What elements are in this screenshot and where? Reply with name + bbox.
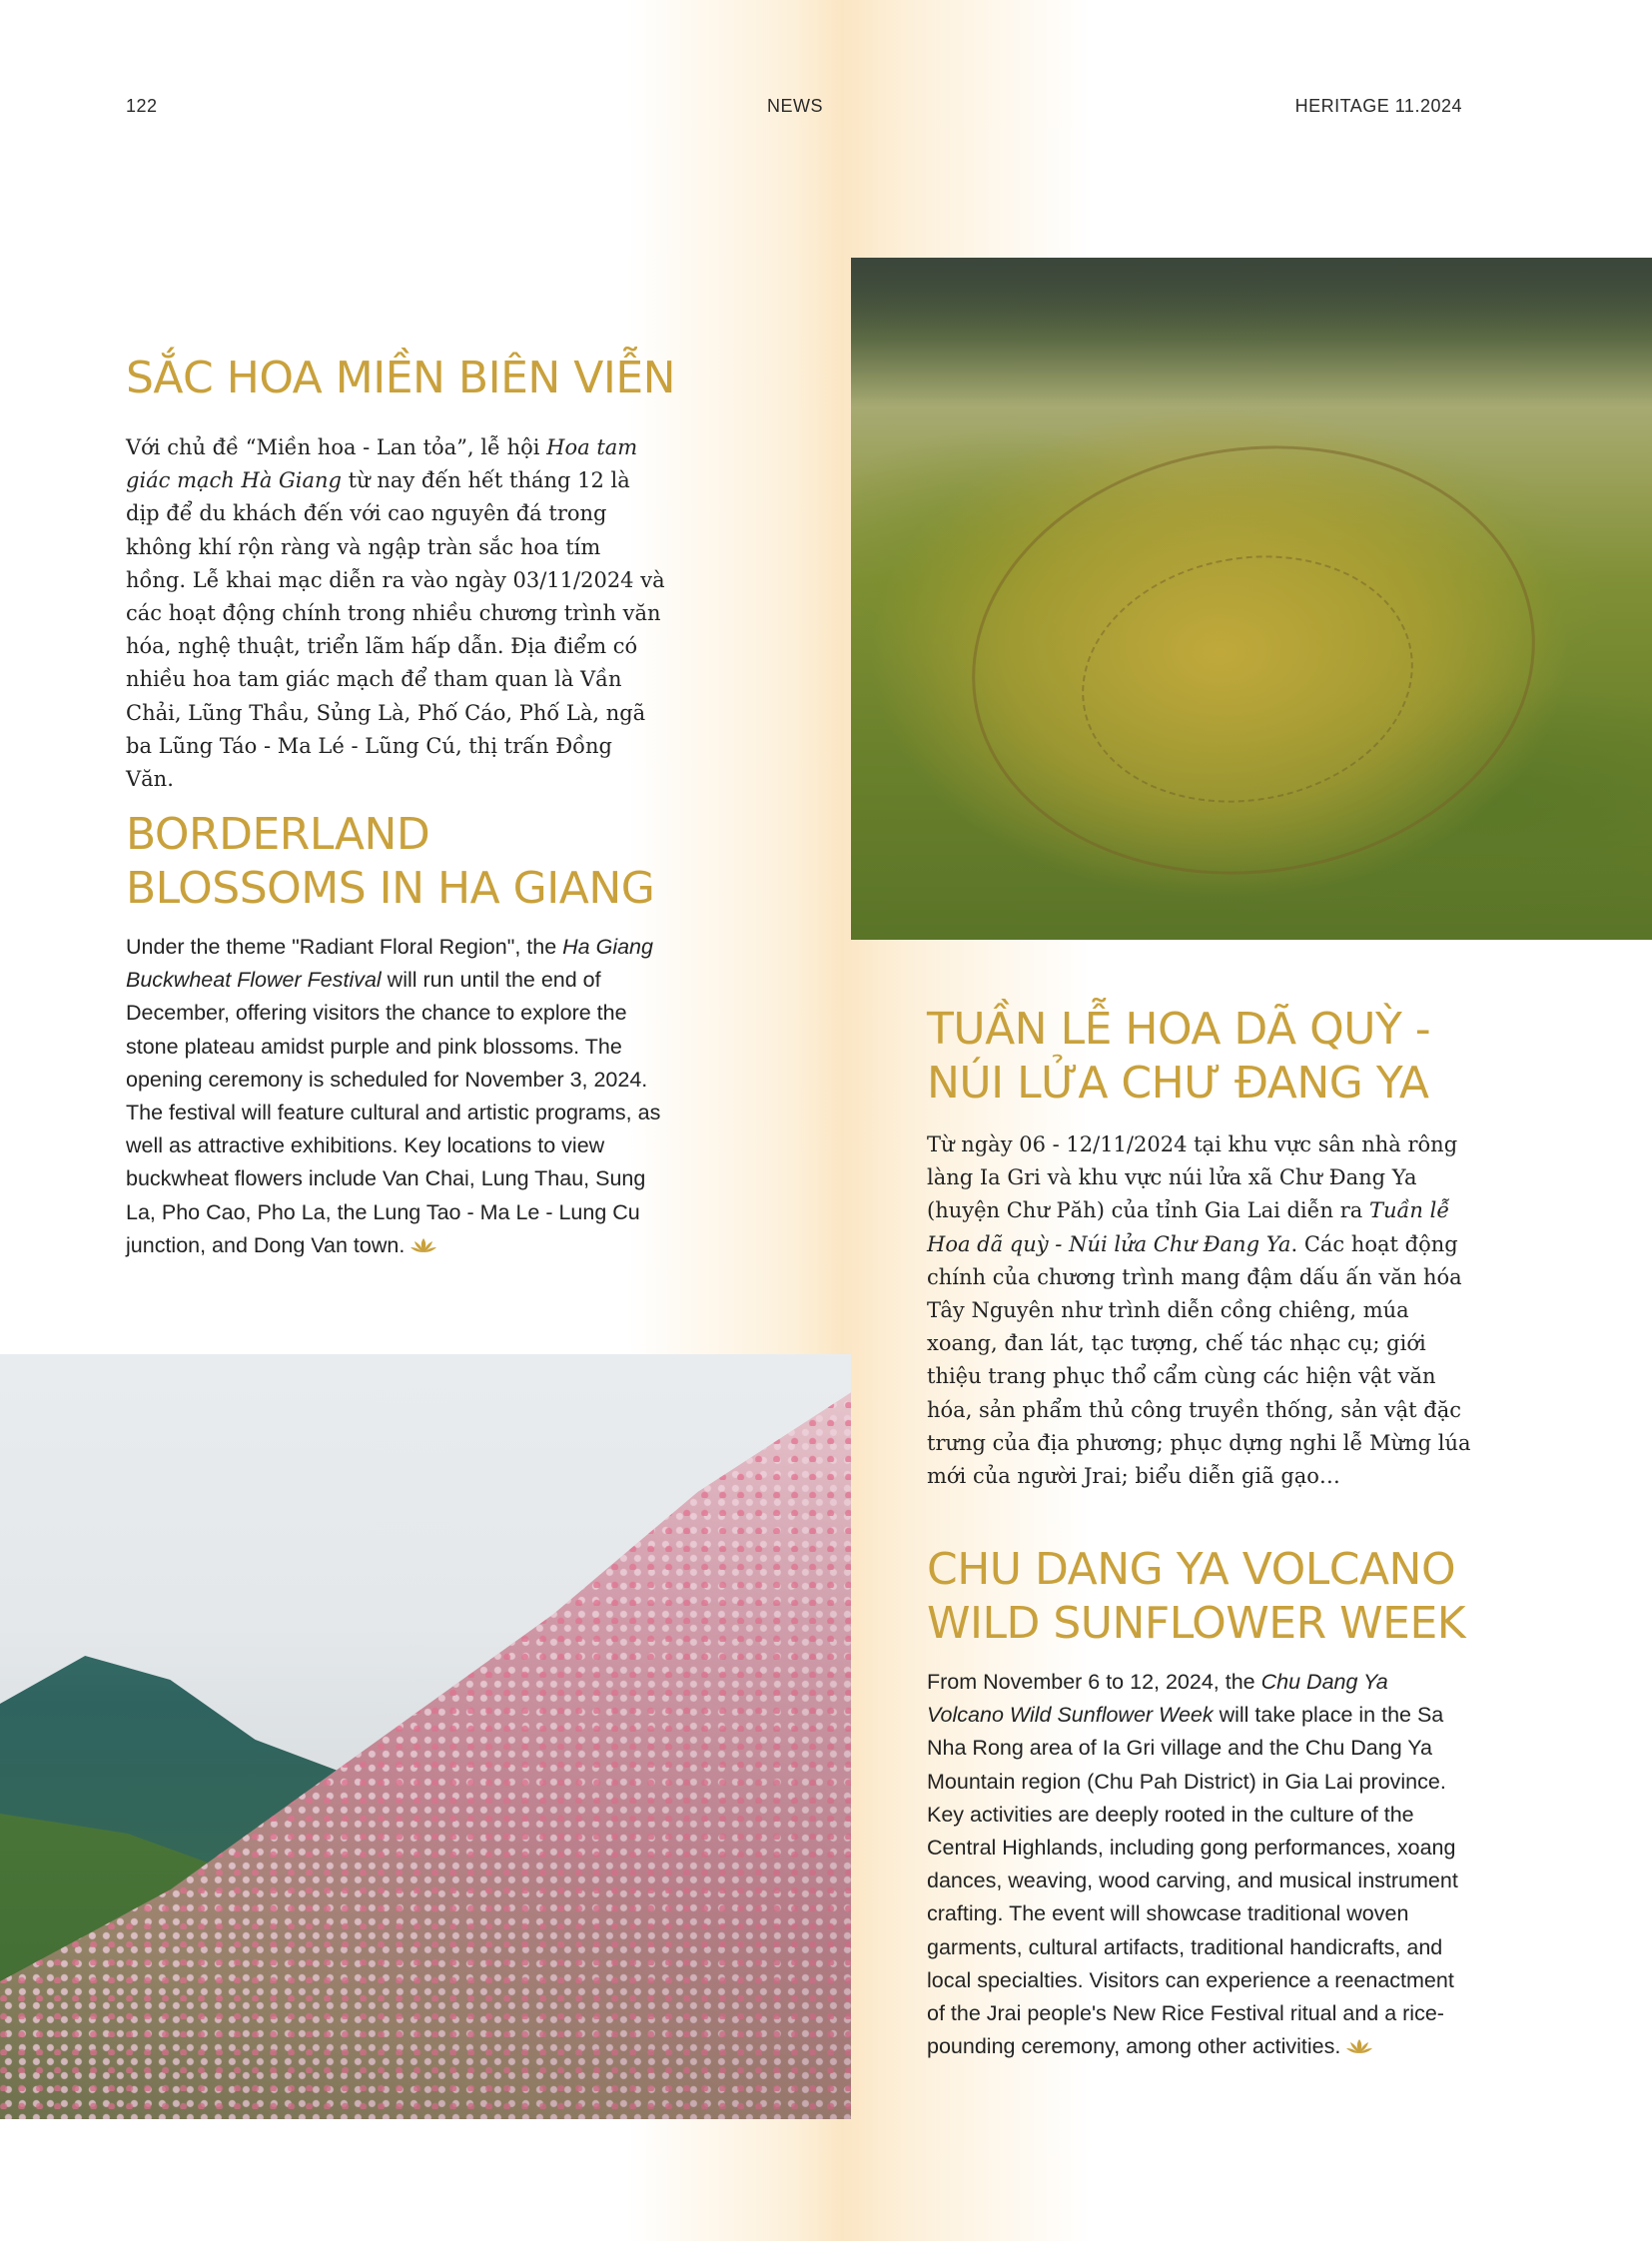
article-title-en-hagiang: [126, 808, 765, 916]
title-line: NÚI LỬA CHƯ ĐANG YA: [927, 1058, 1429, 1109]
lotus-icon: [1346, 2038, 1372, 2054]
title-line: BORDERLAND: [126, 809, 430, 860]
section-label: NEWS: [767, 96, 823, 116]
body-text: Từ ngày 06 - 12/11/2024 tại khu vực sân nhà rông làng Ia Gri và khu vực núi lửa xã Chư Đang Ya (huyện Chư Păh) của tỉnh Gia Lai diễn ra: [927, 1132, 1458, 1223]
article-body-vn-hagiang: [126, 431, 665, 796]
page-number: 122: [126, 96, 158, 116]
article-title-vn-hagiang: [126, 352, 765, 405]
article-body-en-chudangya: [927, 1666, 1462, 2063]
title-line: WILD SUNFLOWER WEEK: [927, 1598, 1466, 1649]
body-text: . Các hoạt động chính của chương trình mang đậm dấu ấn văn hóa Tây Nguyên như trình diễn cồng chiêng, múa xoang, đan lát, tạc tượng, chế tác nhạc cụ; giới thiệu trang phục thổ cẩm cùng các hiện vật văn hóa, sản phẩm thủ công truyền thống, sản vật đặc trưng của địa phương; phục dựng nghi lễ Mừng lúa mới của người Jrai; biểu diễn giã gạo…: [927, 1231, 1471, 1489]
article-body-en-hagiang: [126, 931, 665, 1262]
title-line: TUẦN LỄ HOA DÃ QUỲ -: [927, 1004, 1431, 1055]
event-name: Hoa tam giác mạch Hà Giang: [126, 435, 638, 493]
title-line: SẮC HOA MIỀN BIÊN VIỄN: [126, 353, 676, 403]
event-name: Tuần lễ Hoa dã quỳ - Núi lửa Chư Đang Ya: [927, 1198, 1450, 1256]
body-text: từ nay đến hết tháng 12 là dịp để du khách đến với cao nguyên đá trong không khí rộn ràng và ngập tràn sắc hoa tím hồng. Lễ khai mạc diễn ra vào ngày 03/11/2024 và các hoạt động chính trong nhiều chương trình văn hóa, nghệ thuật, triển lãm hấp dẫn. Địa điểm có nhiều hoa tam giác mạch để tham quan là Vần Chải, Lũng Thầu, Sủng Là, Phố Cáo, Phố Là, ngã ba Lũng Táo - Ma Lé - Lũng Cú, thị trấn Đồng Văn.: [126, 468, 665, 792]
article-body-vn-chudangya: [927, 1128, 1474, 1493]
body-text: Với chủ đề “Miền hoa - Lan tỏa”, lễ hội: [126, 435, 547, 459]
issue-label: HERITAGE 11.2024: [1294, 96, 1462, 116]
body-text: will take place in the Sa Nha Rong area of Ia Gri village and the Chu Dang Ya Mountain region (Chu Pah District) in Gia Lai province. Key activities are deeply rooted in the culture of the Central Highlands, including gong performances, xoang dances, weaving, wood carving, and musical instrument crafting. The event will showcase traditional woven garments, cultural artifacts, traditional handicrafts, and local specialties. Visitors can experience a reenactment of the Jrai people's New Rice Festival ritual and a rice-pounding ceremony, among other activities.: [927, 1703, 1458, 2059]
photo-haze: [851, 258, 1652, 338]
body-text: Under the theme "Radiant Floral Region", the: [126, 935, 563, 959]
buckwheat-hillside-photo: [0, 1354, 851, 2119]
body-text: will run until the end of December, offering visitors the chance to explore the stone plateau amidst purple and pink blossoms. The opening ceremony is scheduled for November 3, 2024. The festival will feature cultural and artistic programs, as well as attractive exhibitions. Key locations to view buckwheat flowers include Van Chai, Lung Thau, Sung La, Pho Cao, Pho La, the Lung Tao - Ma Le - Lung Cu junction, and Dong Van town.: [126, 968, 661, 1257]
article-title-en-chudangya: [927, 1543, 1626, 1651]
volcano-aerial-photo: [851, 258, 1652, 940]
event-name: Chu Dang Ya Volcano Wild Sunflower Week: [927, 1670, 1388, 1728]
article-title-vn-chudangya: [927, 1003, 1626, 1111]
title-line: CHU DANG YA VOLCANO: [927, 1544, 1456, 1595]
title-line: BLOSSOMS IN HA GIANG: [126, 863, 655, 914]
lotus-icon: [411, 1237, 436, 1253]
body-text: From November 6 to 12, 2024, the: [927, 1670, 1261, 1694]
event-name: Ha Giang Buckwheat Flower Festival: [126, 935, 653, 993]
